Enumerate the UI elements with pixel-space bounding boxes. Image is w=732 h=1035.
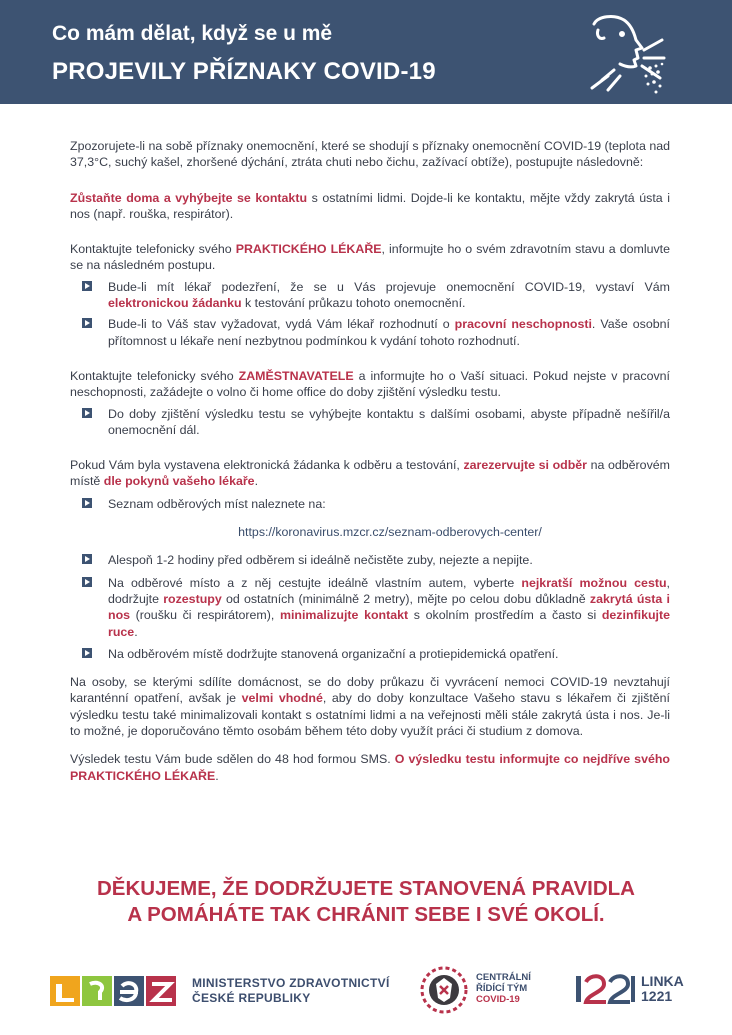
doctor-bullet-requisition [70,279,670,312]
instructions-body [70,138,670,784]
requisition-highlight: elektronickou žádanku [108,296,242,311]
linka-1221-logo-icon [574,972,636,1006]
linka-line1: LINKA [641,973,684,989]
testing-bullet-list [70,496,670,512]
bullet-arrow-icon [82,554,92,564]
distancing-highlight: rozestupy [163,591,222,606]
doctor-bullet-sick-leave [70,316,670,349]
intro-paragraph: Zpozorujete-li na sobě příznaky onemocnění, které se shodují s příznaky onemocnění COVID-19 (teplota nad 37,3°C, suchý kašel, zhoršené dýchání, ztráta chuti nebo čichu, zažívací obtíže), postupujte následovně: [70,139,670,170]
stay-home-text: s ostatními lidmi. Dojde-li ke kontaktu, mějte vždy zakrytá ústa i nos (např. rouška, respirátor). [70,190,670,221]
bullet-text: . Vaše osobní přítomnost u lékaře není nezbytnou podmínkou k vydání tohoto rozhodnutí. [108,317,670,348]
doctor-text-before: Kontaktujte telefonicky svého [70,242,236,257]
linka-text [641,974,684,1004]
bullet-text: Alespoň 1-2 hodiny před odběrem si ideálně nečistěte zuby, nejezte a nepijte. [108,553,533,568]
testing-bullet-measures [70,646,670,662]
bullet-text: . [134,624,138,639]
inform-doctor-highlight: O výsledku testu informujte co nejdříve svého PRAKTICKÉHO LÉKAŘE [70,752,670,783]
household-text-before: Na osoby, se kterými sdílíte domácnost, se do doby průkazu či vyvrácení nemoci COVID-19 nevztahují karanténní opatření, avšak je [70,675,670,706]
doctor-paragraph [70,241,670,274]
testing-bullet-fasting [70,552,670,568]
bullet-arrow-icon [82,498,92,508]
employer-text-before: Kontaktujte telefonicky svého [70,368,239,383]
crt-line2: ŘÍDÍCÍ TÝM [476,983,528,994]
crt-name [476,972,531,1005]
thank-you-message [0,876,732,928]
testing-text-before: Pokud Vám byla vystavena elektronická žádanka k odběru a testování, [70,458,464,473]
crt-line3: COVID-19 [476,994,520,1005]
ministry-line2: ČESKÉ REPUBLIKY [192,991,311,1005]
result-text-after: . [215,768,219,783]
bullet-arrow-icon [82,648,92,658]
bullet-text: s okolním prostředím a často si [408,608,602,623]
bullet-text: Na odběrové místo a z něj cestujte ideálně vlastním autem, vyberte [108,575,522,590]
employer-bullet [70,406,670,439]
thank-you-line1: DĚKUJEME, ŽE DODRŽUJETE STANOVENÁ PRAVIDLA [97,877,635,900]
header-banner [0,0,732,104]
bullet-text: Bude-li mít lékař podezření, že se u Vás projevuje onemocnění COVID-19, vystaví Vám [108,279,670,294]
covered-mouth-highlight: zakrytá ústa i nos [108,591,670,623]
bullet-text: Bude-li to Váš stav vyžadovat, vydá Vám lékař rozhodnutí o [108,317,455,332]
minimize-contact-highlight: minimalizujte kontakt [279,608,409,623]
bullet-arrow-icon [82,408,92,418]
coughing-person-icon [584,10,666,98]
stay-home-paragraph [70,190,670,223]
stay-home-highlight: Zůstaňte doma a vyhýbejte se kontaktu [70,190,308,205]
shortest-route-highlight: nejkratší možnou cestu [521,575,667,590]
bullet-text: od ostatních (minimálně 2 metry), mějte po celou dobu důkladně [221,591,590,606]
testing-paragraph [70,457,670,490]
doctor-text-after: , informujte ho o svém zdravotním stavu a domluvte se na následném postupu. [70,242,670,273]
bullet-text: k testování průkazu tohoto onemocnění. [241,296,466,311]
sick-leave-highlight: pracovní neschopnosti [454,317,592,332]
bullet-arrow-icon [82,281,92,291]
header-title-line1: Co mám dělat, když se u mě [52,22,333,45]
testing-text-middle: na odběrovém místě [70,458,670,489]
employer-highlight: ZAMĚSTNAVATELE [238,368,354,383]
testing-bullet-travel [70,575,670,640]
ministry-logo-icon [50,976,178,1006]
footer-logos [0,960,732,1020]
bullet-text: (roušku či respirátorem), [130,608,280,623]
ministry-name [192,976,390,1006]
doctor-instructions-highlight: dle pokynů vašeho lékaře [103,474,255,489]
result-paragraph [70,751,670,784]
ministry-line1: MINISTERSTVO ZDRAVOTNICTVÍ [192,976,390,990]
header-title-line2: PROJEVILY PŘÍZNAKY COVID-19 [52,58,436,85]
testing-centers-link[interactable]: https://koronavirus.mzcr.cz/seznam-odberovych-center/ [238,525,542,540]
reserve-highlight: zarezervujte si odběr [463,458,588,473]
household-paragraph [70,674,670,739]
employer-paragraph [70,368,670,401]
disinfect-hands-highlight: dezinfikujte ruce [108,608,670,639]
bullet-text: Na odběrovém místě dodržujte stanovená organizační a protiepidemická opatření. [108,646,559,661]
doctor-highlight: PRAKTICKÉHO LÉKAŘE [235,242,382,257]
result-text-before: Výsledek testu Vám bude sdělen do 48 hod formou SMS. [70,752,395,767]
bullet-arrow-icon [82,577,92,587]
bullet-arrow-icon [82,318,92,328]
testing-text-after: . [254,474,259,489]
bullet-text: Do doby zjištění výsledku testu se vyhýbejte kontaktu s dalšími osobami, abyste případně nešířil/a onemocnění dál. [108,406,670,437]
thank-you-line2: A POMÁHÁTE TAK CHRÁNIT SEBE I SVÉ OKOLÍ. [127,903,605,926]
crt-line1: CENTRÁLNÍ [476,972,531,983]
crt-emblem-icon [420,966,468,1014]
bullet-text: Seznam odběrových míst naleznete na: [108,496,326,511]
bullet-text: , dodržujte [108,575,670,606]
very-advisable-highlight: velmi vhodné [241,691,323,706]
linka-number: 1221 [641,988,673,1004]
household-text-after: , aby do doby konzultace Vašeho stavu s lékařem či zjištění výsledku testu také minimalizovali kontakt s ostatními lidmi a na veřejnosti měli stále zakrytá ústa i nos. Je-li to možné, je doporučováno těmto osobám během této doby využít práci či studium z domova. [70,691,671,739]
employer-text-after: a informujte ho o Vaší situaci. Pokud nejste v pracovní neschopnosti, zažádejte o volno či home office do doby zjištění výsledku testu. [70,368,670,400]
